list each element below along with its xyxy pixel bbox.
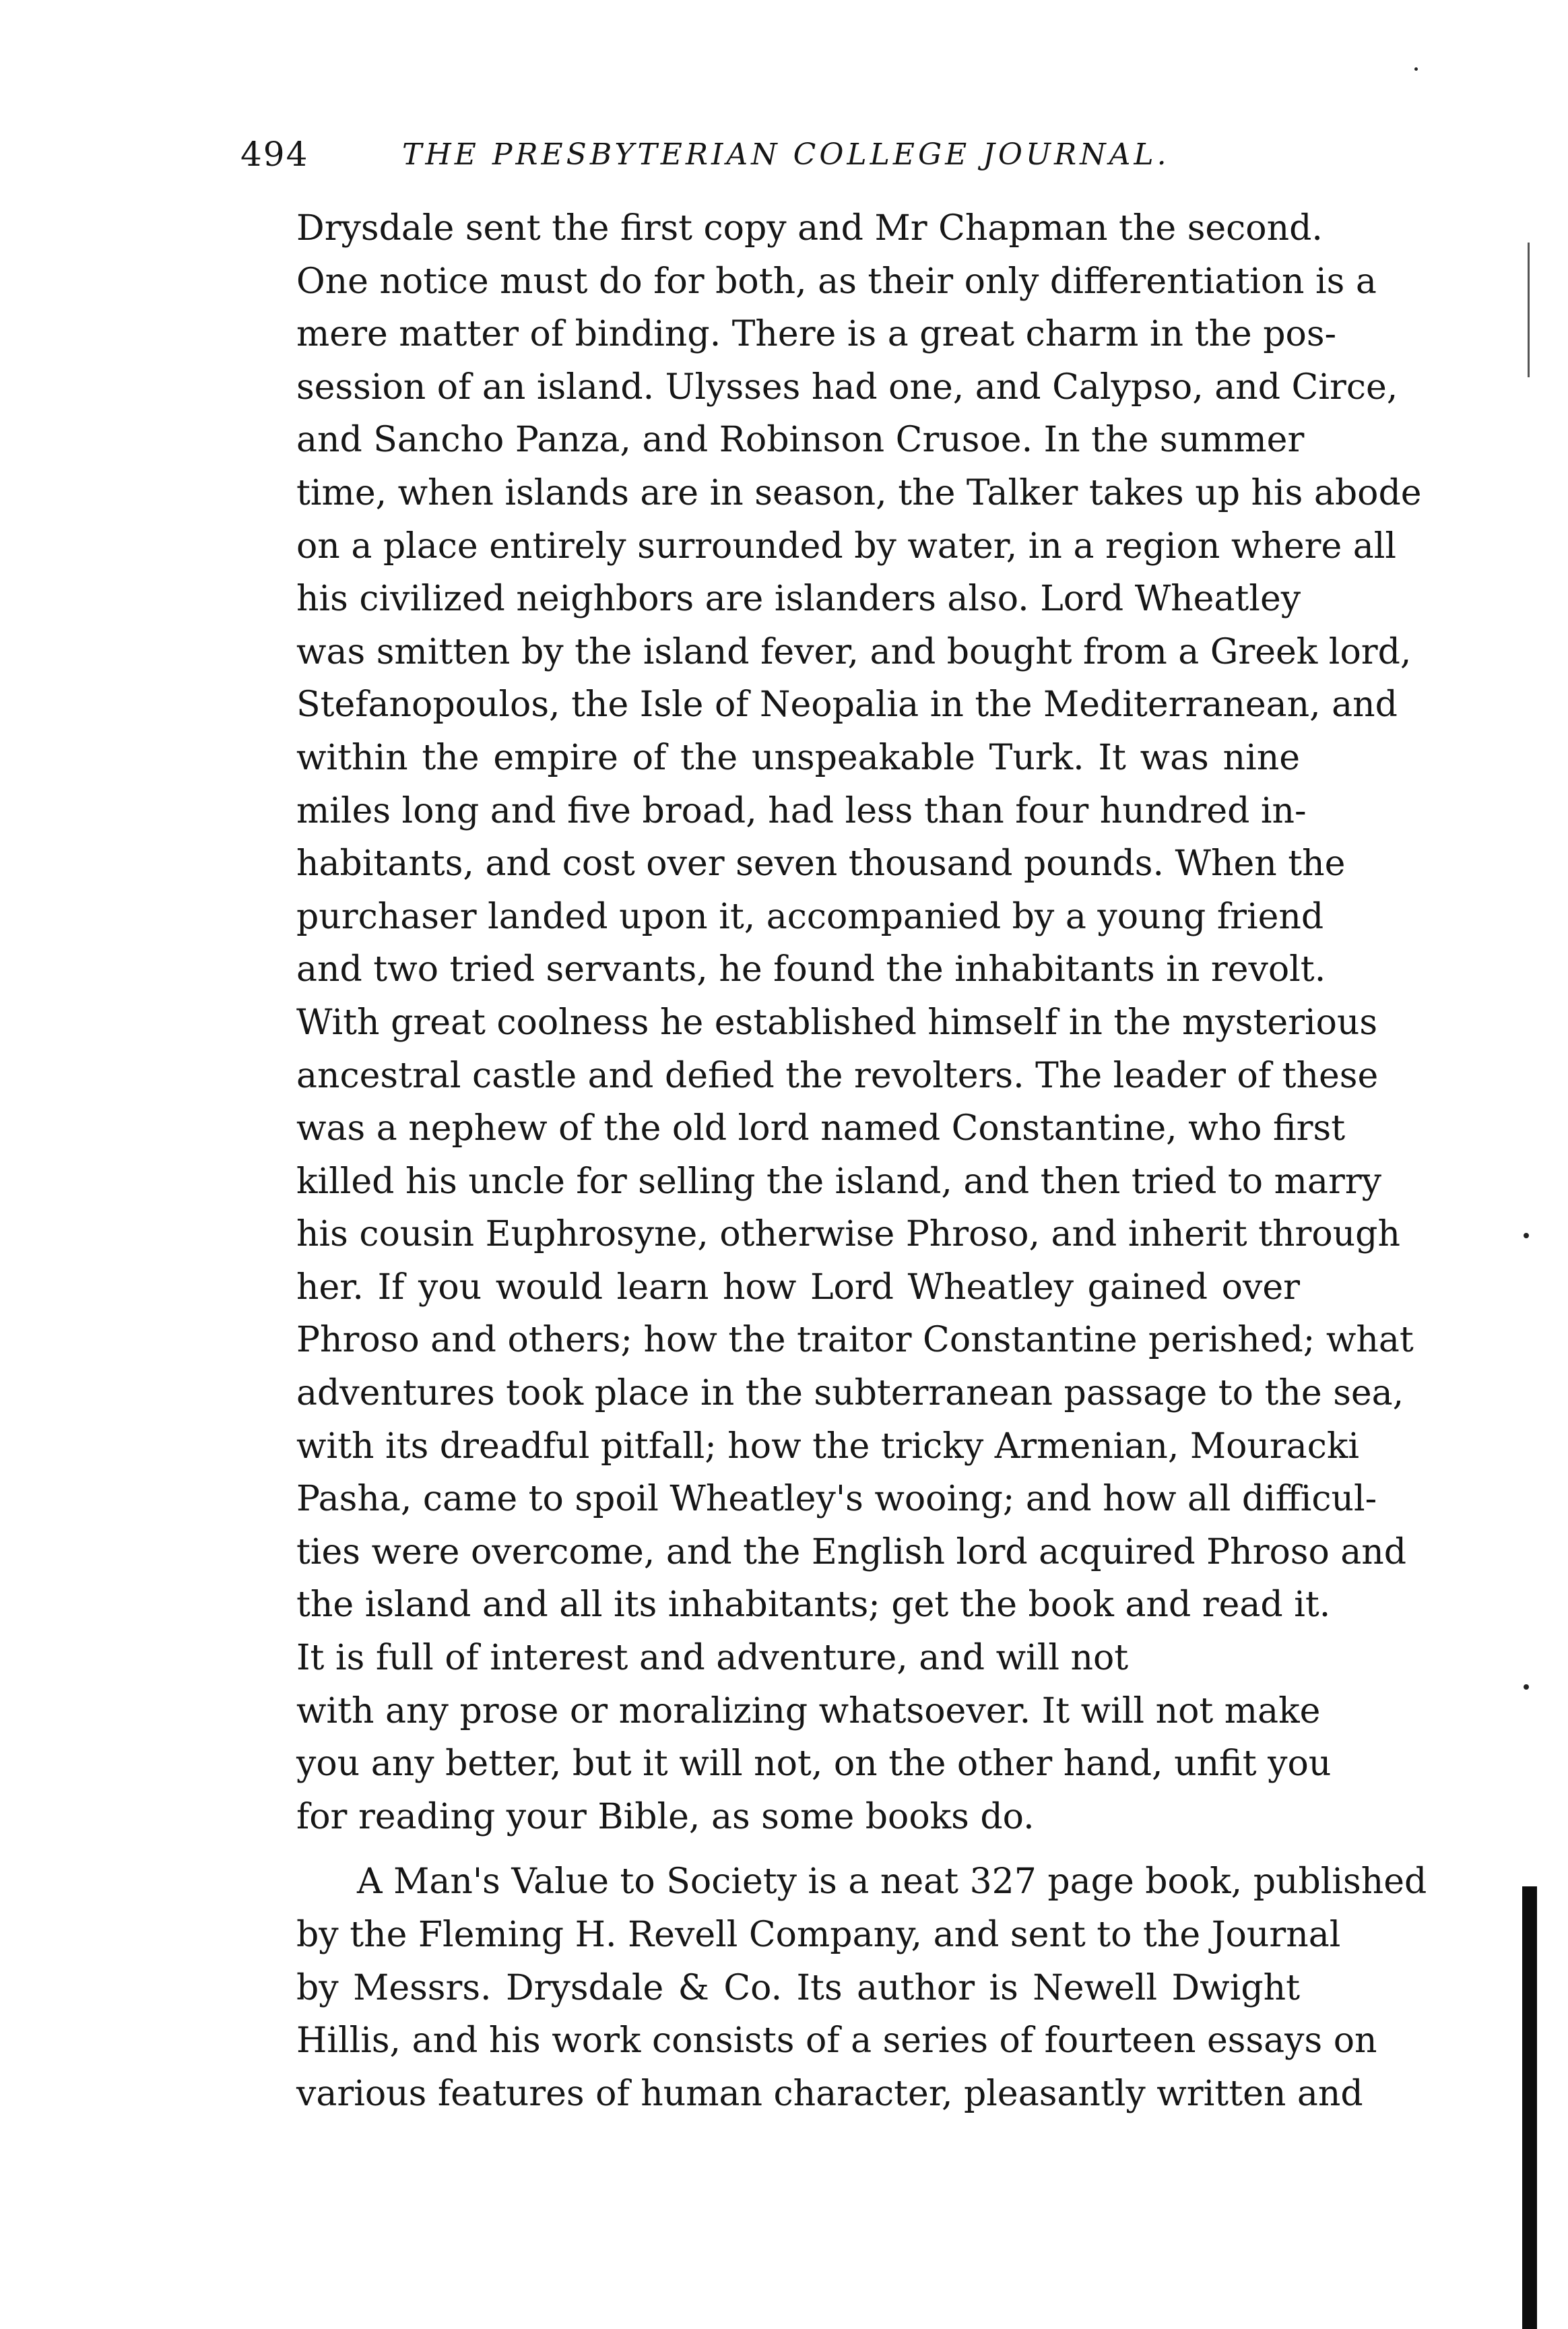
body-text (296, 202, 1427, 2120)
text-line: within the empire of the unspeakable Turk. It was nine (296, 737, 1300, 778)
text-line: ancestral castle and defied the revolters. The leader of these (296, 1055, 1379, 1096)
scan-artifact-dot (1414, 67, 1418, 71)
text-line: his cousin Euphrosyne, otherwise Phroso, and inherit through (296, 1214, 1400, 1255)
text-line: on a place entirely surrounded by water, in a region where all (296, 525, 1397, 567)
text-line: by Messrs. Drysdale & Co. Its author is Newell Dwight (296, 1967, 1300, 2008)
scan-artifact-dot (1524, 1233, 1529, 1238)
text-line: Pasha, came to spoil Wheatley's wooing; and how all difficul- (296, 1479, 1377, 1520)
scan-artifact-dot (1524, 1684, 1529, 1690)
text-line: Stefanopoulos, the Isle of Neopalia in the Mediterranean, and (296, 684, 1398, 726)
running-title: THE PRESBYTERIAN COLLEGE JOURNAL. (402, 137, 1170, 172)
text-line: his civilized neighbors are islanders also. Lord Wheatley (296, 579, 1301, 620)
text-line: and Sancho Panza, and Robinson Crusoe. In the summer (296, 420, 1305, 461)
text-line: mere matter of binding. There is a great charm in the pos- (296, 314, 1337, 355)
text-line: ties were overcome, and the English lord acquired Phroso and (296, 1531, 1407, 1572)
text-line: you any better, but it will not, on the other hand, unfit you (296, 1744, 1332, 1785)
text-line: the island and all its inhabitants; get the book and read it. (296, 1585, 1331, 1626)
text-line: purchaser landed upon it, accompanied by a young friend (296, 896, 1324, 937)
text-line: session of an island. Ulysses had one, and Calypso, and Circe, (296, 366, 1398, 408)
page-header (240, 135, 1345, 189)
text-line: by the Fleming H. Revell Company, and sent to the Journal (296, 1915, 1341, 1955)
text-line: Phroso and others; how the traitor Constantine perished; what (296, 1320, 1414, 1361)
paragraph-review-phroso (296, 202, 1422, 1843)
page-number: 494 (240, 135, 309, 174)
text-line: her. If you would learn how Lord Wheatley gained over (296, 1267, 1300, 1308)
text-line: with its dreadful pitfall; how the tricky Armenian, Mouracki (296, 1426, 1360, 1467)
text-line: With great coolness he established himself in the mysterious (296, 1002, 1378, 1043)
text-line: time, when islands are in season, the Talker takes up his abode (296, 472, 1422, 513)
text-line: Hillis, and his work consists of a series of fourteen essays on (296, 2020, 1377, 2062)
text-line: various features of human character, pleasantly written and (296, 2073, 1363, 2114)
text-line: killed his uncle for selling the island, and then tried to marry (296, 1161, 1382, 1202)
text-line: adventures took place in the subterranean passage to the sea, (296, 1373, 1404, 1414)
text-line: and two tried servants, he found the inhabitants in revolt. (296, 949, 1326, 990)
text-line: was a nephew of the old lord named Constantine, who first (296, 1108, 1346, 1149)
text-line: was smitten by the island fever, and bought from a Greek lord, (296, 631, 1412, 672)
text-line: miles long and five broad, had less than four hundred in- (296, 790, 1307, 831)
paragraph-review-mans-value (296, 1855, 1427, 2120)
text-line: A Man's Value to Society is a neat 327 page book, published (357, 1861, 1427, 1903)
scan-binding-edge (1522, 1886, 1537, 2329)
text-line: One notice must do for both, as their only differentiation is a (296, 261, 1377, 302)
text-line: habitants, and cost over seven thousand pounds. When the (296, 843, 1346, 885)
scan-artifact-line (1528, 243, 1530, 377)
text-line: with any prose or moralizing whatsoever. It will not make (296, 1690, 1321, 1731)
text-line: for reading your Bible, as some books do. (296, 1796, 1035, 1837)
text-line: Drysdale sent the first copy and Mr Chapman the second. (296, 208, 1323, 249)
text-line: It is full of interest and adventure, and will not (296, 1638, 1129, 1679)
